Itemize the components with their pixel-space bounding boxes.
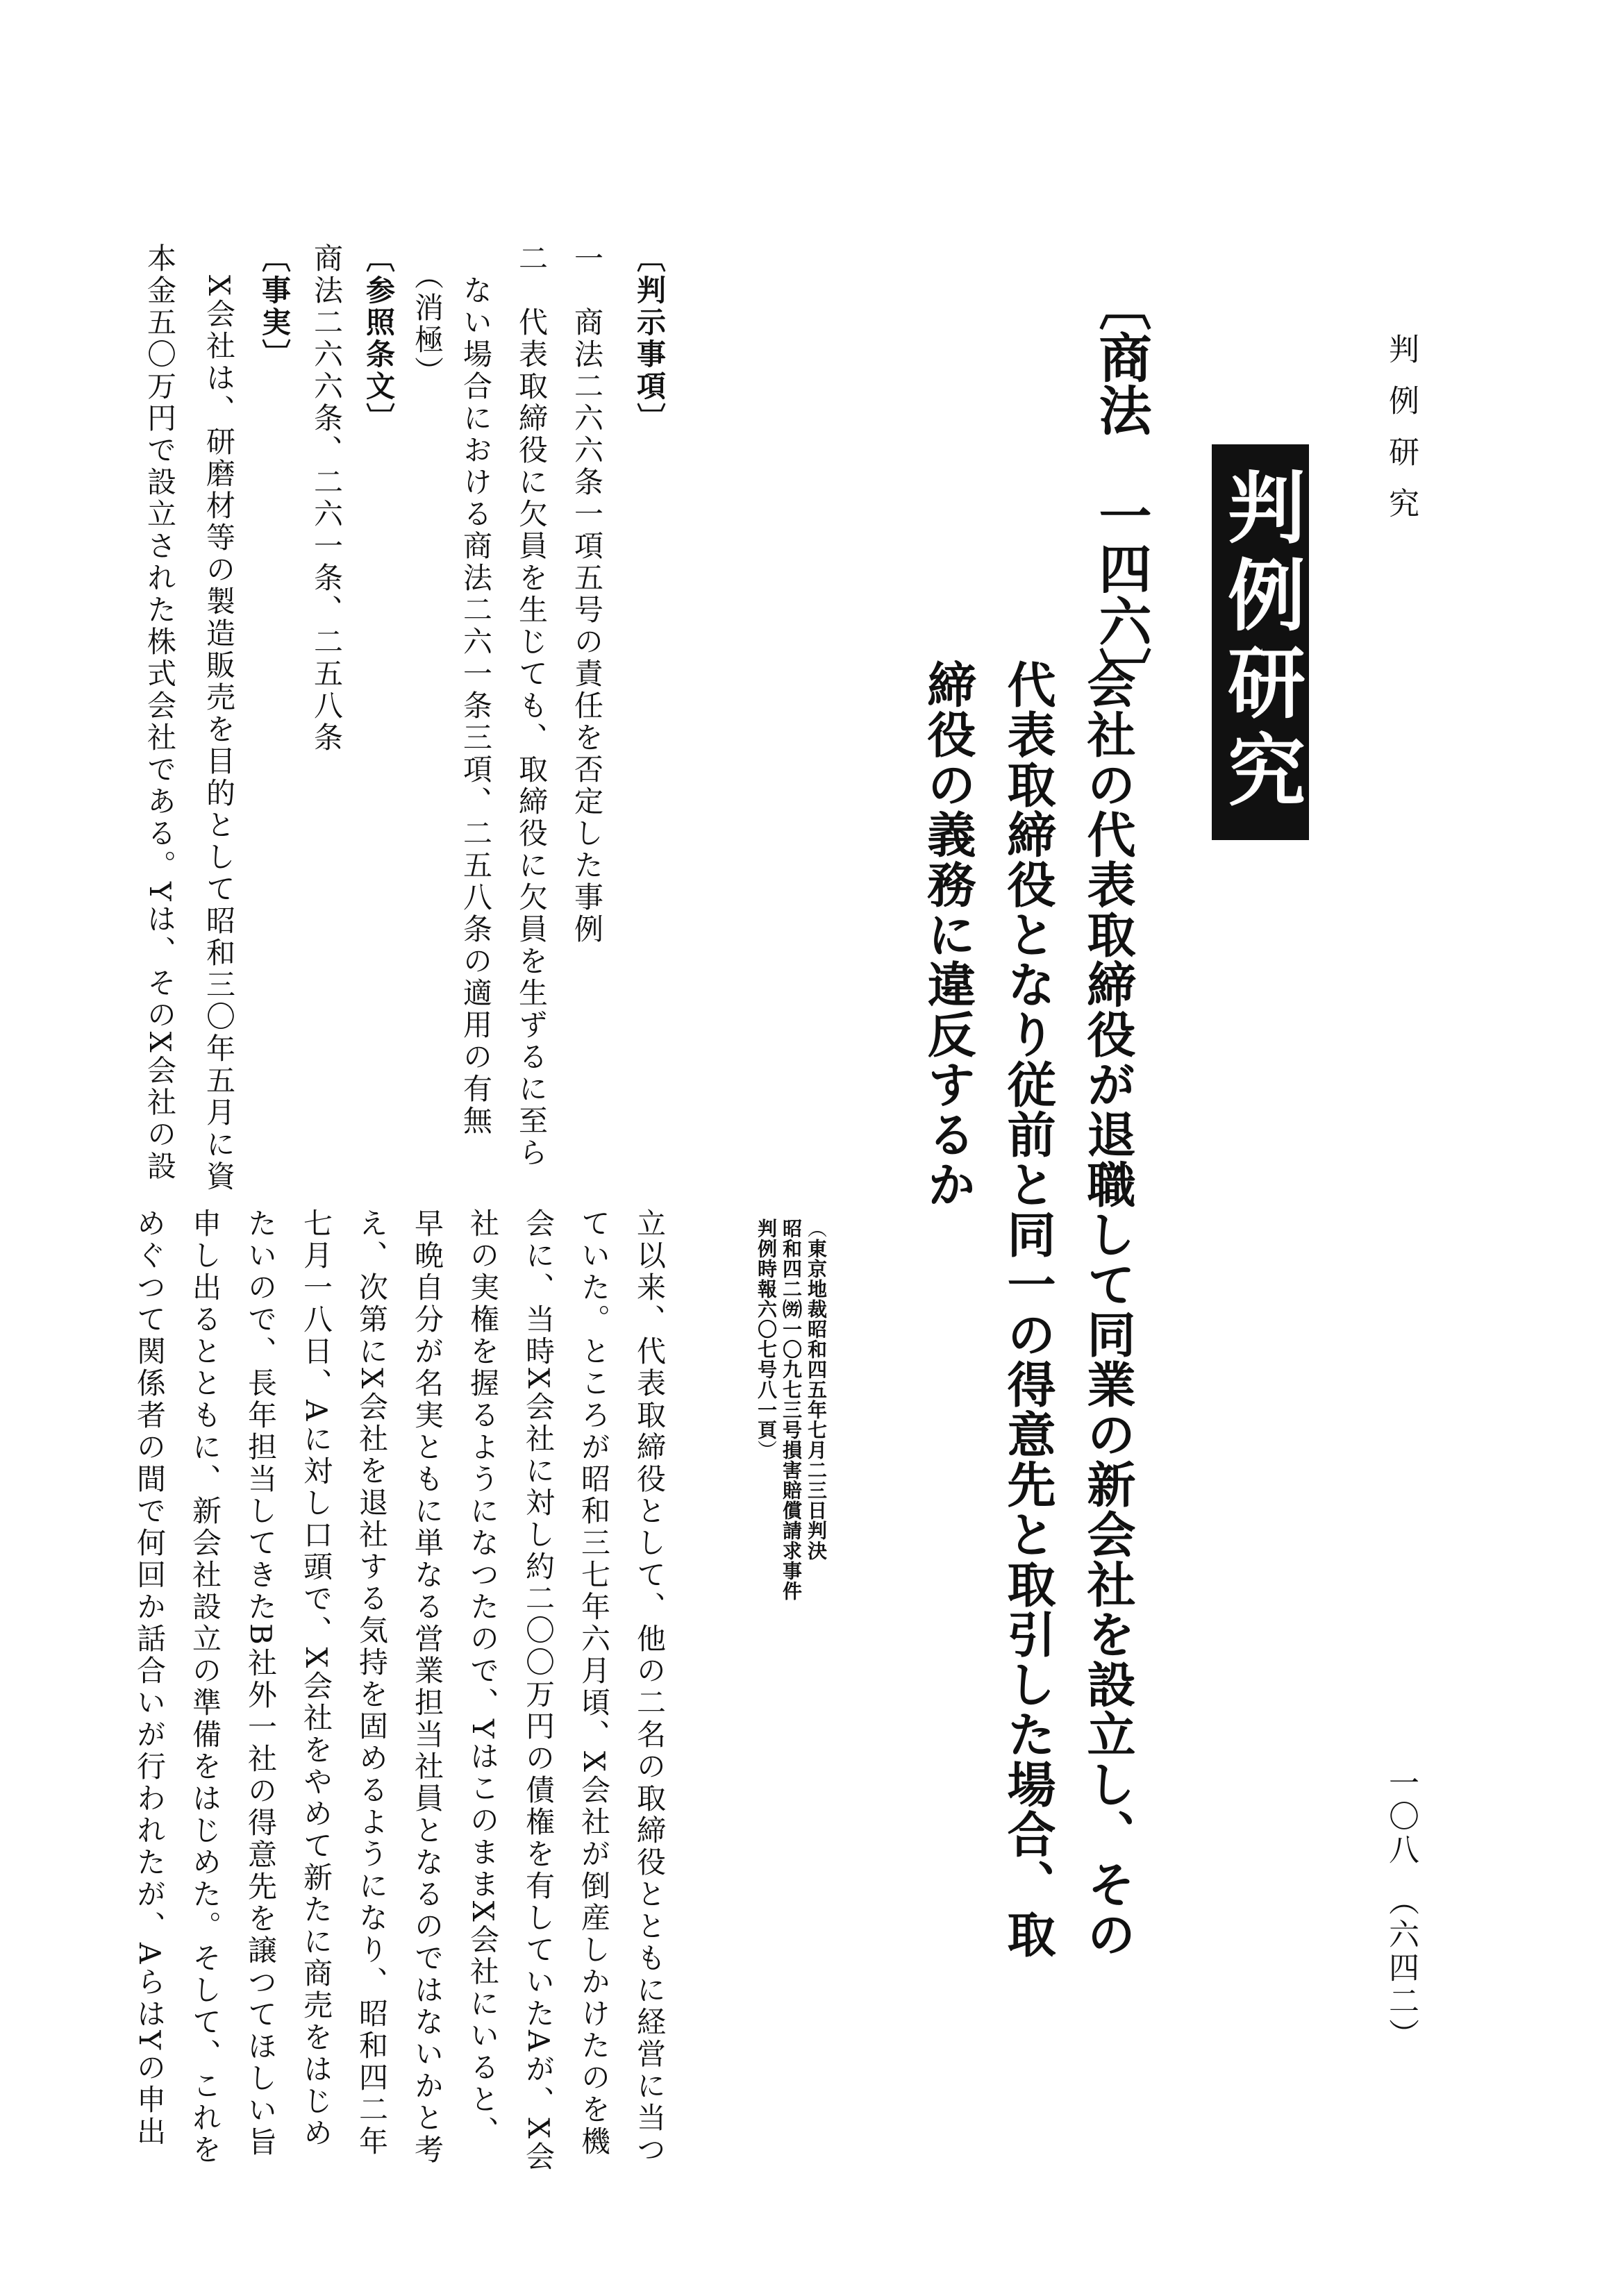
facts-line-11: 申し出るとともに、新会社設立の準備をはじめた。そして、これを <box>188 1208 222 2166</box>
case-source-citation <box>753 1218 828 1601</box>
source-line-2: 昭和四二㈸一〇九七三号損害賠償請求事件 <box>780 1218 803 1601</box>
facts-line-1: X会社は、研磨材等の製造販売を目的として昭和三〇年五月に資 <box>202 243 236 1193</box>
heading-articles: 〔参照条文〕 <box>362 243 396 435</box>
journal-label: 判例研究 <box>1383 333 1419 539</box>
facts-line-8: え、次第にX会社を退社する気持を固めるようになり、昭和四二年 <box>355 1208 389 2158</box>
source-open-bracket: （ <box>805 1218 828 1239</box>
facts-line-5: 会に、当時X会社に対し約二〇〇万円の債権を有していたAが、X会 <box>522 1208 556 2174</box>
case-title-line-1: 会社の代表取締役が退職して同業の新会社を設立し、その <box>1079 660 1137 1959</box>
page-number: 一〇八 （六四二） <box>1383 1767 1419 2052</box>
holding-item-2: 二 代表取締役に欠員を生じても、取締役に欠員を生ずるに至ら <box>515 243 549 1169</box>
case-label: 〔商法 一四六〕 <box>1090 278 1152 700</box>
facts-line-12: めぐつて関係者の間で何回か話合いが行われたが、AらはYの申出 <box>133 1208 167 2149</box>
heading-facts: 〔事実〕 <box>258 243 292 371</box>
section-title-box: 判例研究 <box>1212 444 1309 840</box>
case-title-line-3: 締役の義務に違反するか <box>919 660 977 1209</box>
source-line-3: 判例時報六〇七号八一頁 <box>755 1218 778 1440</box>
facts-line-10: たいので、長年担当してきたB社外一社の得意先を譲つてほしい旨 <box>244 1208 278 2159</box>
facts-line-7: 早晩自分が名実ともに単なる営業担当社員となるのではないかと考 <box>410 1208 444 2166</box>
case-title-line-2: 代表取締役となり従前と同一の得意先と取引した場合、取 <box>999 660 1057 1959</box>
facts-line-9: 七月一八日、Aに対し口頭で、X会社をやめて新たに商売をはじめ <box>299 1208 333 2150</box>
articles-text: 商法二六六条、二六一条、二五八条 <box>310 243 344 754</box>
source-line-1: 東京地裁昭和四五年七月二三日判決 <box>805 1239 828 1561</box>
facts-line-6: 社の実権を握るようになつたので、YはこのままX会社にいると、 <box>466 1208 500 2148</box>
holding-item-1: 一 商法二六六条一項五号の責任を否定した事例 <box>570 243 604 946</box>
facts-line-2: 本金五〇万円で設立された株式会社である。Yは、そのX会社の設 <box>143 243 177 1183</box>
facts-line-3: 立以来、代表取締役として、他の二名の取締役とともに経営に当つ <box>633 1208 667 2166</box>
holding-item-2-cont: ない場合における商法二六一条三項、二五八条の適用の有無 <box>459 243 493 1137</box>
facts-line-4: ていた。ところが昭和三七年六月頃、X会社が倒産しかけたのを機 <box>577 1208 611 2158</box>
heading-holding: 〔判示事項〕 <box>633 243 667 435</box>
source-close-bracket: ） <box>755 1440 778 1460</box>
holding-item-2-note: （消極） <box>410 243 444 388</box>
